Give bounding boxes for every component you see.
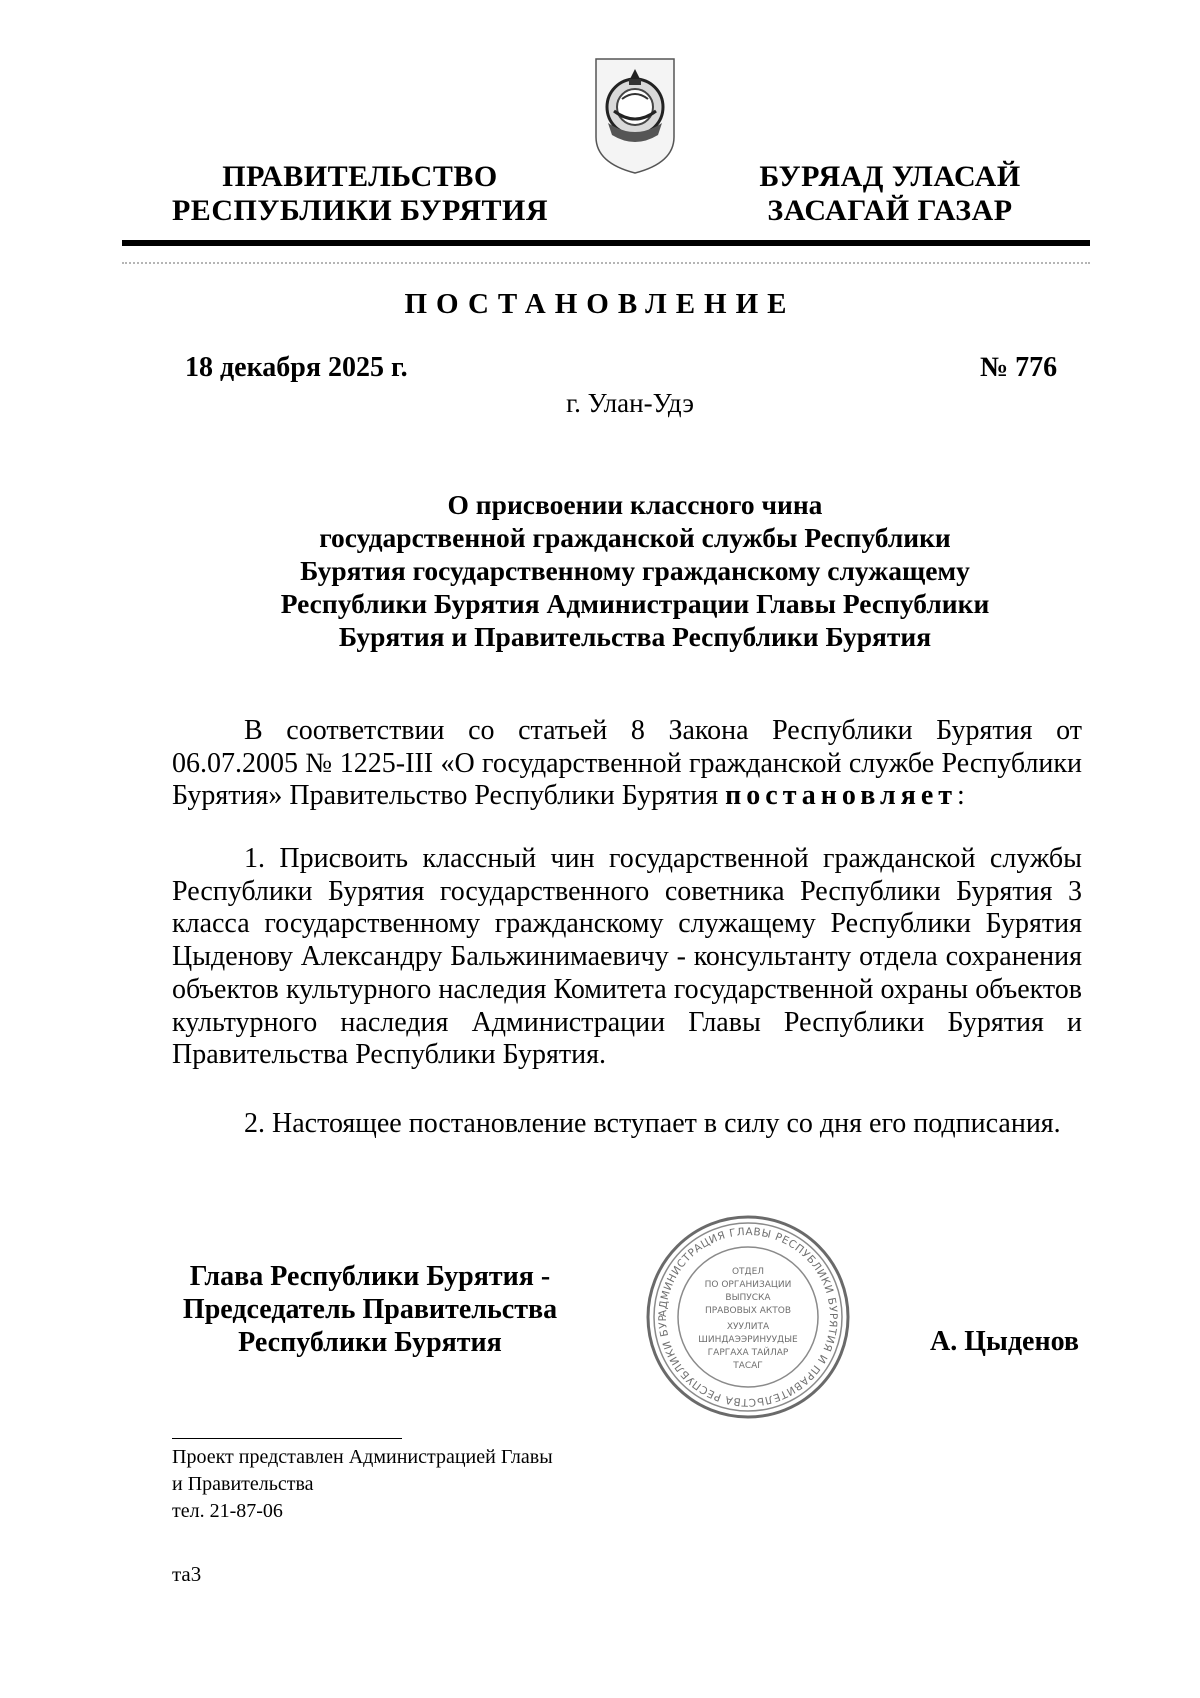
header-left-line2: РЕСПУБЛИКИ БУРЯТИЯ [171,194,549,227]
decree-verb: постановляет [725,780,958,812]
svg-text:ГАРГАХА ТАЙЛАР: ГАРГАХА ТАЙЛАР [707,1348,789,1358]
title-line: Бурятия и Правительства Республики Бурятия [338,621,932,652]
official-stamp [643,1212,853,1422]
document-type: ПОСТАНОВЛЕНИЕ [404,288,796,320]
preamble-text: В соответствии со статьей 8 Закона Республики Бурятия от 06.07.2005 № 1225-III «О государственной гражданской службе Республики Бурятия» Правительство Республики Бурятия [172,715,1082,812]
svg-text:ПРАВОВЫХ АКТОВ: ПРАВОВЫХ АКТОВ [704,1306,792,1316]
footer-phone: тел. 21-87-06 [172,1500,283,1522]
header-government-bua [730,160,1050,228]
preamble-end: : [957,780,965,812]
preamble-paragraph [172,715,1082,813]
registry-code: та3 [172,1562,202,1586]
title-line: государственной гражданской службы Республики [319,522,951,553]
clause-2 [172,1108,1082,1141]
header-government-ru [170,160,550,228]
svg-text:ОТДЕЛ: ОТДЕЛ [731,1267,765,1277]
position-line: Глава Республики Бурятия - [189,1261,551,1292]
position-line: Председатель Правительства [182,1294,558,1325]
header-rule-thick [122,240,1090,246]
svg-text:ПО ОРГАНИЗАЦИИ: ПО ОРГАНИЗАЦИИ [704,1280,792,1290]
header-right-line2: ЗАСАГАЙ ГАЗАР [767,194,1013,227]
document-city: г. Улан-Удэ [566,388,694,418]
footer-rule [172,1438,402,1439]
footer-line: и Правительства [172,1473,314,1495]
footer-note [172,1444,553,1525]
svg-text:АДМИНИСТРАЦИЯ ГЛАВЫ РЕСПУБЛИКИ: АДМИНИСТРАЦИЯ ГЛАВЫ РЕСПУБЛИКИ БУРЯТИЯ И ПРАВИТЕЛЬСТВА РЕСПУБЛИКИ БУР [656,1225,840,1409]
clause-1 [172,843,1082,1072]
header-rule-thin [122,262,1090,264]
svg-text:ТАСАГ: ТАСАГ [733,1361,763,1371]
clause-2-text: 2. Настоящее постановление вступает в силу со дня его подписания. [244,1108,1061,1139]
coat-of-arms-icon [592,55,678,177]
title-line: О присвоении классного чина [447,489,823,520]
header-right-line1: БУРЯАД УЛАСАЙ [759,160,1021,193]
document-date: 18 декабря 2025 г. [185,352,408,383]
title-line: Бурятия государственному гражданскому служащему [300,555,970,586]
svg-text:ХУУЛИТА: ХУУЛИТА [726,1322,770,1332]
document-title [240,488,1030,653]
signatory-name: А. Цыденов [930,1326,1080,1357]
svg-text:ШИНДАЭЭРИНУУДЫЕ: ШИНДАЭЭРИНУУДЫЕ [698,1335,798,1345]
svg-text:ВЫПУСКА: ВЫПУСКА [725,1293,771,1303]
footer-line: Проект представлен Администрацией Главы [172,1446,553,1468]
position-line: Республики Бурятия [238,1327,502,1358]
document-number: № 776 [980,352,1058,383]
signatory-position [150,1260,590,1359]
title-line: Республики Бурятия Администрации Главы Республики [280,588,990,619]
header-left-line1: ПРАВИТЕЛЬСТВО [222,160,498,193]
clause-1-text: 1. Присвоить классный чин государственной гражданской службы Республики Бурятия государственного советника Республики Бурятия 3 класса государственному гражданскому служащему Республики Бурятия Цыденову Александру Бальжинимаевичу - консультанту отдела сохранения объектов культурного наследия Комитета государственной охраны объектов культурного наследия Администрации Главы Республики Бурятия и Правительства Республики Бурятия. [172,843,1082,1071]
